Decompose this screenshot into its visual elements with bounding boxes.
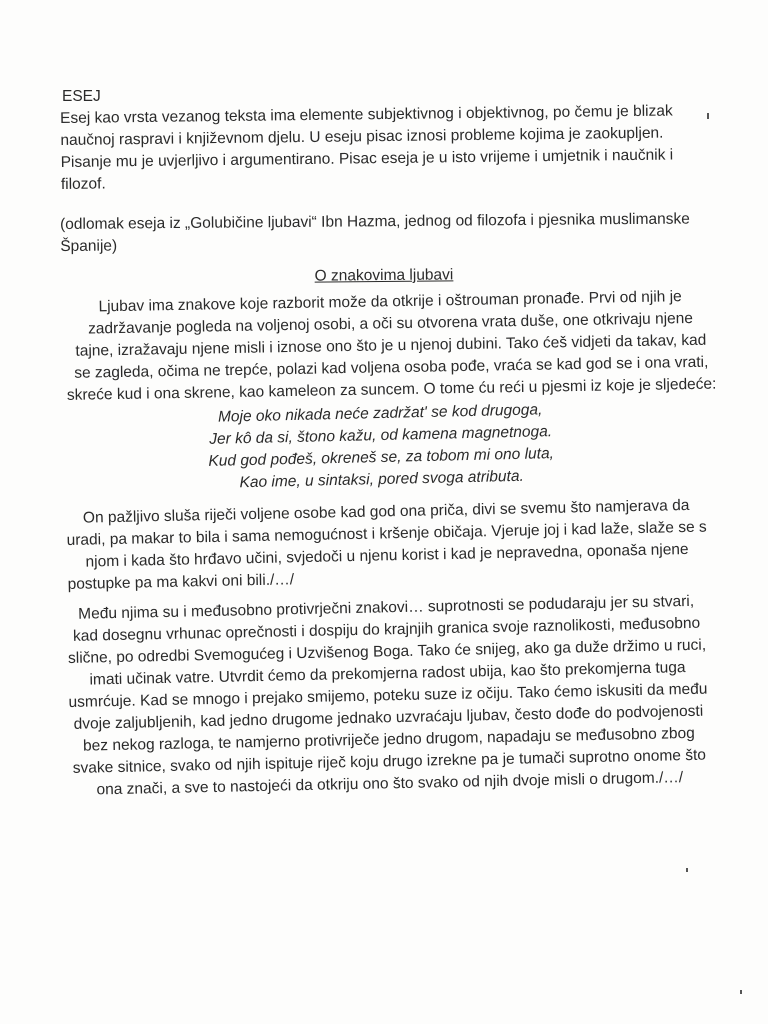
paragraph-line: Među njima su i međusobno protivrječni znakovi… suprotnosti se podudaraju jer su stvari, bbox=[78, 592, 695, 623]
poem-line: Kud god pođeš, okreneš se, za tobom mi ono luta, bbox=[208, 445, 555, 470]
excerpt-title: O znakovima ljubavi bbox=[314, 266, 454, 285]
poem-stanza bbox=[160, 398, 602, 496]
paragraph-line: skreće kud i ona skrene, kao kameleon za suncem. O tome ću reći u pjesmi iz koje je sljedeće: bbox=[66, 375, 717, 404]
intro-line: Pisanje mu je uvjerljivo i argumentirano. Pisac eseja je u isto vrijeme i umjetnik i naučnik i bbox=[60, 146, 674, 171]
scan-speck bbox=[686, 868, 688, 872]
paragraph-line: kad dosegnu vrhunac oprečnosti i dospiju do krajnjih granica svoje raznolikosti, međusobno bbox=[72, 614, 701, 645]
essay-paragraph-1 bbox=[60, 285, 722, 407]
paragraph-line: imati učinak vatre. Utvrdit ćemo da prekomjerna radost ubija, kao što prekomjerna tuga bbox=[89, 659, 686, 689]
paragraph-line: tajne, izražavaju njene misli i iznose ono što je u njenoj dubini. Tako ćeš vidjeti da takav, kad bbox=[75, 331, 707, 360]
essay-paragraph-2 bbox=[66, 495, 708, 596]
essay-paragraph-3 bbox=[66, 591, 710, 802]
paragraph-line: Ljubav ima znakove koje razborit može da otkrije i oštrouman pronađe. Prvi od njih je bbox=[98, 288, 682, 316]
paragraph-line: usmrćuje. Kad se mnogo i prejako smijemo, poteku suze iz očiju. Tako ćemo iskusiti da među bbox=[68, 680, 708, 711]
intro-line: naučnoj raspravi i književnom djelu. U eseju pisac iznosi probleme kojima je zaokupljen. bbox=[60, 124, 664, 149]
poem-line: Jer kô da si, štono kažu, od kamena magnetnoga. bbox=[209, 423, 553, 448]
paragraph-line: zadržavanje pogleda na voljenoj osobi, a oči su otvorena vrata duše, one otkrivaju njene bbox=[87, 309, 694, 338]
scan-speck bbox=[707, 113, 709, 119]
scan-speck bbox=[740, 990, 742, 994]
source-note-line: Španije) bbox=[60, 237, 118, 255]
paragraph-line: svake sitnice, svako od njih ispituje riječ koju drugo izrekne pa je tumači suprotno onome što bbox=[72, 746, 707, 777]
document-heading: ESEJ bbox=[62, 88, 101, 105]
paragraph-line: slične, po odredbi Svemogućeg i Uzvišenog Boga. Tako će snijeg, ako ga duže držimo u ruci, bbox=[67, 636, 707, 667]
intro-line: filozof. bbox=[60, 175, 106, 193]
paragraph-line: On pažljivo sluša riječi voljene osobe kad god ona priča, divi se svemu što namjerava da bbox=[82, 496, 690, 527]
paragraph-line: bez nekog razloga, te namjerno protivriječe jedno drugom, napadaju se međusobno zbog bbox=[82, 724, 695, 755]
source-note-line: (odlomak eseja iz „Golubičine ljubavi“ Ibn Hazma, jednog od filozofa i pjesnika muslimanske bbox=[60, 210, 690, 233]
poem-line: Moje oko nikada neće zadržat' se kod drugoga, bbox=[217, 401, 543, 426]
paragraph-line: njom i kada što hrđavo učini, svjedoči u njenu korist i kad je nepravedna, oponaša njene bbox=[85, 540, 689, 571]
paragraph-line: ona znači, a sve to nastojeći da otkriju ono što svako od njih dvoje misli o drugom./…/ bbox=[96, 769, 684, 799]
intro-paragraph bbox=[60, 100, 701, 196]
paragraph-line: se zagleda, očima ne trepće, polazi kad voljena osoba pođe, vraća se kad god se i ona vrati, bbox=[74, 353, 709, 382]
poem-line: Kao ime, u sintaksi, pored svoga atributa. bbox=[239, 467, 524, 492]
paragraph-line: dvoje zaljubljenih, kad jedno drugome jednako uzvraćaju ljubav, često dođe do podvojenosti bbox=[73, 702, 704, 733]
source-note bbox=[60, 208, 700, 258]
paragraph-line: uradi, pa makar to bila i sama nemogućnost i kršenje običaja. Vjeruje joj i kad laže, slaže se s bbox=[66, 518, 707, 549]
paragraph-line: postupke pa ma kakvi oni bili./…/ bbox=[67, 571, 295, 593]
intro-line: Esej kao vrsta vezanog teksta ima elemente subjektivnog i objektivnog, po čemu je blizak bbox=[60, 102, 673, 127]
